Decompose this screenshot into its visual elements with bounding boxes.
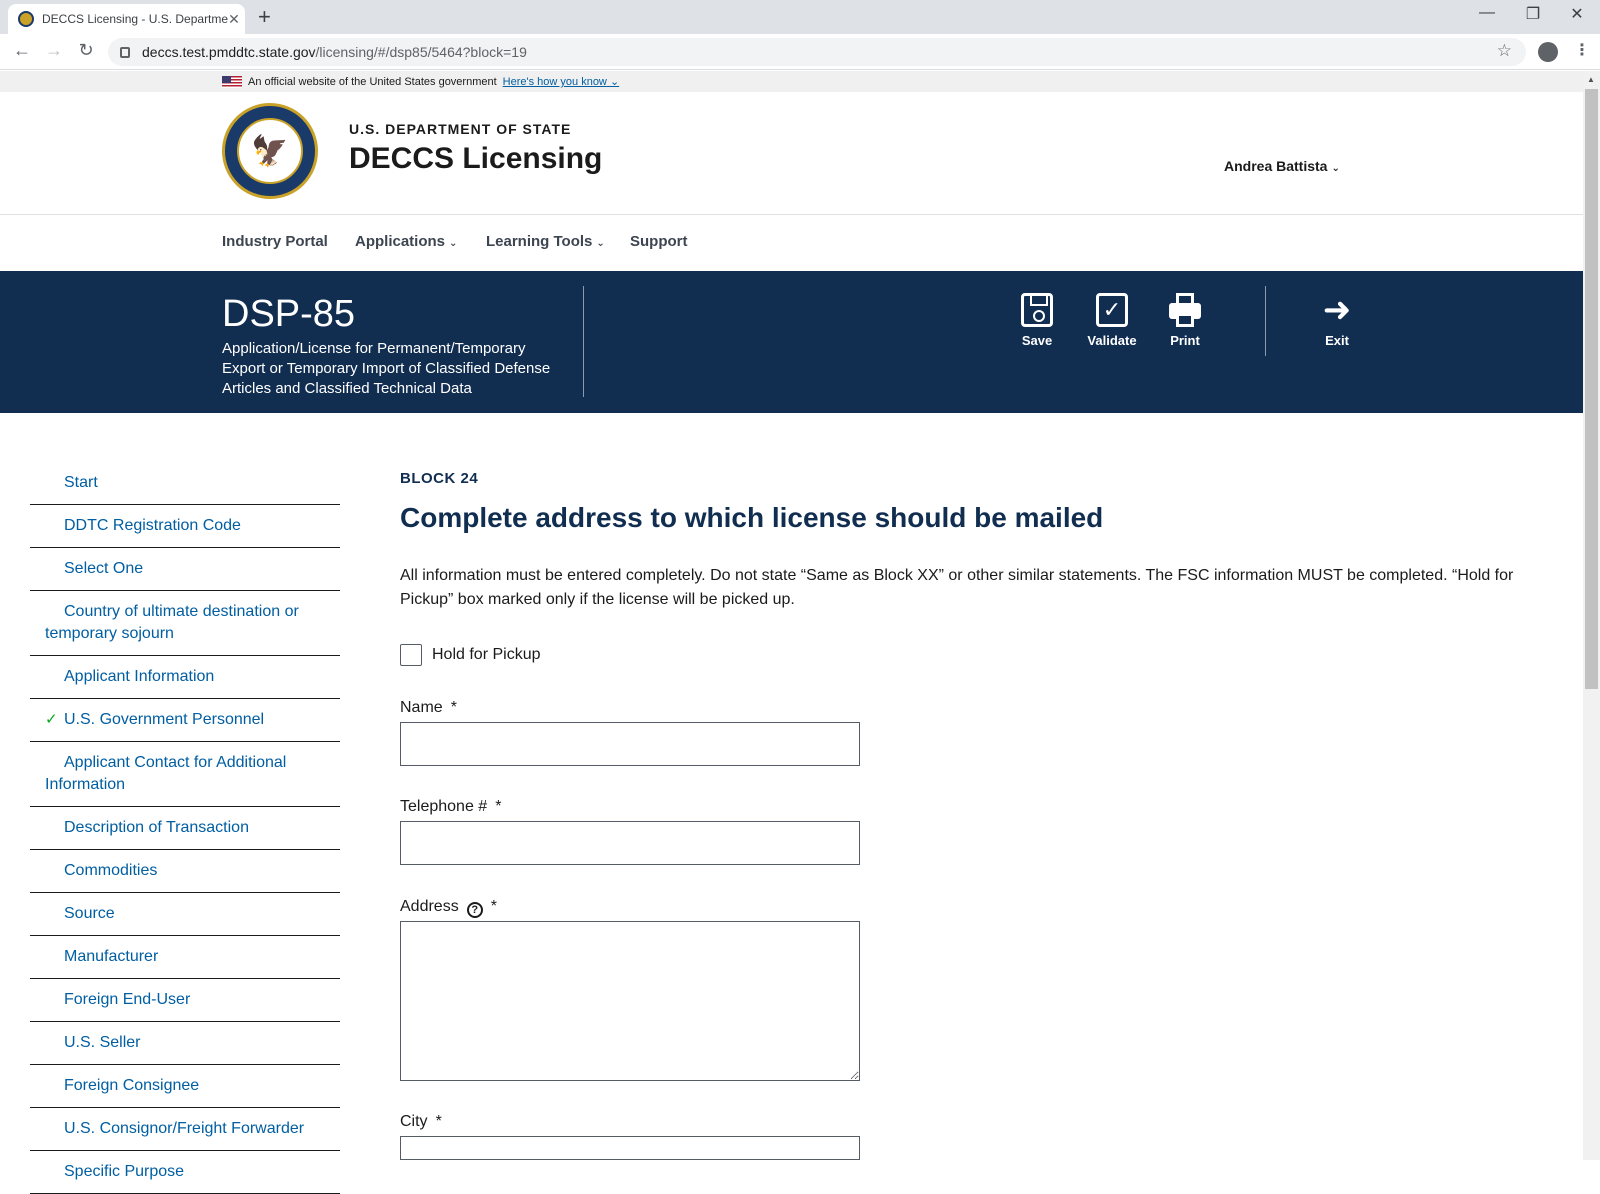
required-marker: * (435, 1113, 442, 1130)
form-header (0, 271, 1583, 413)
sidebar-item-label: U.S. Seller (64, 1034, 141, 1051)
chevron-down-icon: ⌄ (1331, 163, 1340, 174)
form-description: Application/License for Permanent/Temporary Export or Temporary Import of Classified Defense Articles and Classified Technical Data (222, 340, 551, 397)
hold-for-pickup-row (400, 644, 541, 666)
address-label (400, 898, 497, 918)
city-label-text: City (400, 1113, 428, 1130)
window-close-icon[interactable]: ✕ (1570, 6, 1584, 23)
hold-for-pickup-label[interactable]: Hold for Pickup (432, 646, 541, 663)
us-flag-icon (222, 76, 242, 88)
reload-icon[interactable]: ↻ (78, 40, 94, 60)
bookmark-star-icon[interactable]: ☆ (1496, 41, 1512, 60)
restore-icon[interactable]: ❐ (1525, 6, 1541, 23)
sidebar-item-label: Description of Transaction (64, 819, 249, 836)
sidebar-item-label: Applicant Information (64, 668, 215, 685)
profile-avatar-icon[interactable] (1538, 42, 1558, 62)
browser-menu-icon[interactable]: ⋮ (1574, 42, 1590, 59)
browser-tab-bar (0, 0, 1600, 34)
nav-label: Learning Tools (486, 233, 593, 250)
required-marker: * (490, 898, 497, 915)
help-question-icon[interactable]: ? (467, 902, 483, 918)
printer-icon (1169, 293, 1201, 327)
back-icon[interactable]: ← (13, 40, 31, 60)
agency-name: U.S. DEPARTMENT OF STATE (349, 121, 572, 137)
minimize-icon[interactable]: — (1479, 4, 1495, 21)
main-nav (0, 215, 1583, 271)
exit-label: Exit (1325, 333, 1349, 348)
name-label (400, 699, 457, 717)
telephone-label-text: Telephone # (400, 798, 488, 815)
block-instructions: All information must be entered completely. Do not state “Same as Block XX” or other similar statements. The FSC information MUST be completed. “Hold for Pickup” box marked only if the license will be picked up. (400, 567, 1514, 608)
block-label: BLOCK 24 (400, 470, 479, 487)
sidebar-item-ddtc-registration-code[interactable] (30, 505, 340, 548)
nav-industry-portal[interactable] (222, 233, 328, 250)
floppy-disk-icon (1021, 293, 1053, 327)
sidebar-item-commodities[interactable] (30, 850, 340, 893)
sidebar-item-us-government-personnel[interactable] (30, 699, 340, 742)
state-department-seal-icon[interactable] (222, 103, 318, 199)
scroll-thumb[interactable] (1585, 89, 1598, 689)
sign-out-icon: ➜ (1322, 291, 1352, 329)
forward-icon[interactable]: → (45, 40, 63, 60)
required-marker: * (450, 699, 457, 716)
sidebar-item-label: Start (64, 474, 98, 491)
save-button[interactable] (1002, 293, 1072, 348)
sidebar-item-start[interactable] (30, 462, 340, 505)
telephone-input[interactable] (400, 821, 860, 865)
sidebar-item-label: Manufacturer (64, 948, 159, 965)
validate-button[interactable] (1077, 293, 1147, 348)
sidebar-item-label: Country of ultimate destination or temporary sojourn (45, 603, 299, 642)
sidebar-item-label: Commodities (64, 862, 158, 879)
browser-toolbar (0, 34, 1600, 70)
telephone-label (400, 798, 501, 816)
page-scrollbar[interactable] (1583, 71, 1600, 1160)
nav-support[interactable] (630, 233, 688, 250)
sidebar-item-label: U.S. Consignor/Freight Forwarder (64, 1120, 305, 1137)
user-name: Andrea Battista (1224, 158, 1328, 174)
nav-applications[interactable] (355, 233, 457, 250)
nav-label: Support (630, 233, 688, 250)
sidebar-item-manufacturer[interactable] (30, 936, 340, 979)
sidebar-item-country[interactable] (30, 591, 340, 656)
exit-button[interactable] (1302, 293, 1372, 348)
hold-for-pickup-checkbox[interactable] (400, 644, 422, 666)
sidebar-item-source[interactable] (30, 893, 340, 936)
tab-title: DECCS Licensing - U.S. Departme (42, 12, 229, 26)
header-divider (583, 286, 584, 397)
city-input[interactable] (400, 1136, 860, 1160)
sidebar-item-label: Select One (64, 560, 144, 577)
address-label-text: Address (400, 898, 459, 915)
gov-banner-text: An official website of the United States government (248, 75, 497, 88)
sidebar-item-foreign-end-user[interactable] (30, 979, 340, 1022)
lock-icon (120, 47, 130, 58)
close-tab-icon[interactable]: ✕ (228, 10, 240, 27)
url-path: /licensing/#/dsp85/5464?block=19 (315, 44, 527, 60)
required-marker: * (495, 798, 502, 815)
sidebar-item-us-seller[interactable] (30, 1022, 340, 1065)
app-title[interactable]: DECCS Licensing (349, 142, 603, 175)
validate-label: Validate (1087, 333, 1137, 348)
sidebar-item-label: DDTC Registration Code (64, 517, 241, 534)
sidebar-item-label: Applicant Contact for Additional Information (45, 754, 287, 793)
address-bar[interactable] (108, 38, 1526, 66)
user-menu[interactable] (1224, 158, 1340, 174)
sidebar-item-label: Source (64, 905, 115, 922)
favicon-icon (18, 11, 34, 27)
site-header (0, 92, 1583, 215)
block-title: Complete address to which license should be mailed (400, 502, 1104, 533)
form-code: DSP-85 (222, 293, 356, 335)
nav-label: Applications (355, 233, 446, 250)
name-label-text: Name (400, 699, 443, 716)
gov-banner-link-text: Here's how you know (502, 76, 607, 88)
new-tab-icon[interactable]: + (258, 4, 271, 29)
sidebar-item-foreign-consignee[interactable] (30, 1065, 340, 1108)
print-label: Print (1170, 333, 1200, 348)
save-label: Save (1021, 333, 1053, 348)
nav-learning-tools[interactable] (486, 233, 605, 250)
checkmark-icon: ✓ (45, 711, 58, 728)
scroll-up-icon[interactable]: ▲ (1587, 75, 1595, 84)
address-textarea[interactable] (400, 921, 860, 1081)
block-sidebar (30, 462, 340, 1194)
eagle-icon: 🦅 (237, 118, 303, 184)
gov-banner-link[interactable] (503, 75, 620, 88)
chevron-down-icon: ⌄ (596, 238, 605, 249)
sidebar-item-label: Foreign Consignee (64, 1077, 200, 1094)
gov-banner (0, 71, 1583, 92)
name-input[interactable] (400, 722, 860, 766)
sidebar-item-label: U.S. Government Personnel (64, 711, 265, 728)
url-host: deccs.test.pmddtc.state.gov (142, 44, 316, 60)
sidebar-item-select-one[interactable] (30, 548, 340, 591)
sidebar-item-applicant-contact[interactable] (30, 742, 340, 807)
checkbox-icon: ✓ (1096, 293, 1128, 327)
browser-tab[interactable] (8, 4, 245, 34)
actions-divider (1265, 286, 1266, 356)
nav-label: Industry Portal (222, 233, 328, 250)
sidebar-item-label: Foreign End-User (64, 991, 191, 1008)
city-label (400, 1113, 442, 1131)
chevron-down-icon: ⌄ (449, 238, 458, 249)
sidebar-item-applicant-information[interactable] (30, 656, 340, 699)
print-button[interactable] (1150, 293, 1220, 348)
chevron-down-icon: ⌄ (609, 76, 620, 88)
sidebar-item-us-consignor[interactable] (30, 1108, 340, 1151)
sidebar-item-description-of-transaction[interactable] (30, 807, 340, 850)
sidebar-item-label: Specific Purpose (64, 1163, 185, 1180)
sidebar-item-specific-purpose[interactable] (30, 1151, 340, 1194)
